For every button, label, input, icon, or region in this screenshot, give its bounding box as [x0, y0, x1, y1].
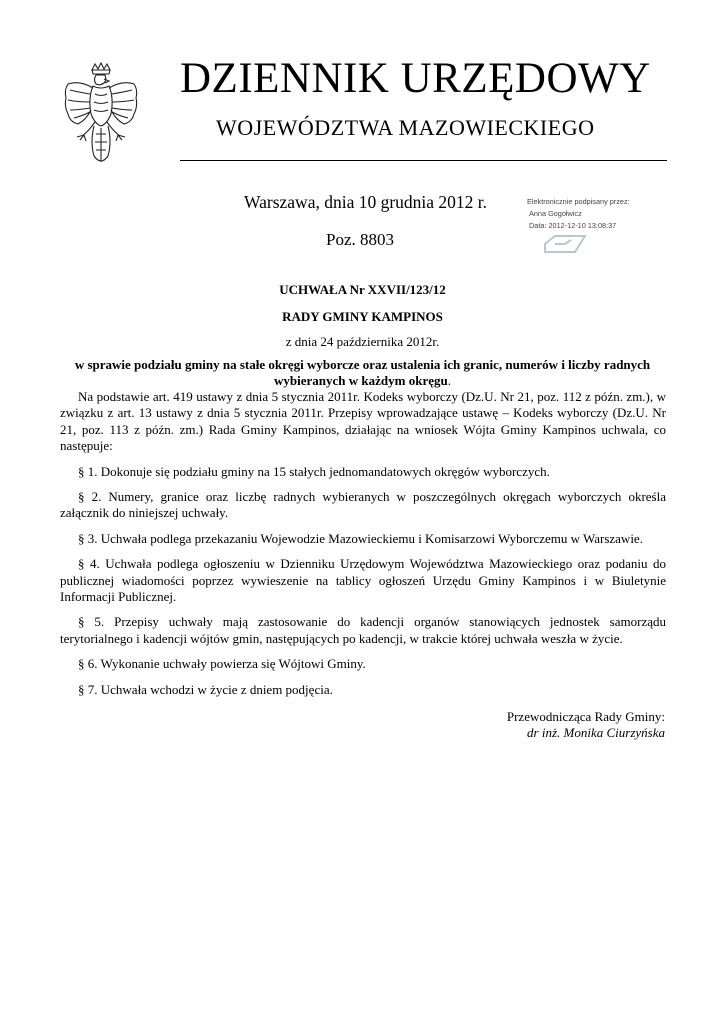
eagle-emblem-icon — [60, 62, 142, 168]
signer-name: dr inż. Monika Ciurzyńska — [527, 725, 665, 740]
paragraph-4: § 4. Uchwała podlega ogłoszeniu w Dzienniku Urzędowym Województwa Mazowieckiego oraz podaniu do publicznej wiadomości poprzez wywieszenie na tablicy ogłoszeń Urzędu Gminy Kampinos i w Biuletynie Informacji Publicznej. — [60, 556, 666, 605]
signer-block — [507, 709, 665, 741]
signature-signer: Anna Gogołwicz — [529, 209, 582, 218]
header-divider — [180, 160, 667, 161]
paragraph-1: § 1. Dokonuje się podziału gminy na 15 stałych jednomandatowych okręgów wyborczych. — [78, 463, 550, 479]
place-date: Warszawa, dnia 10 grudnia 2012 r. — [244, 192, 488, 212]
resolution-body — [60, 389, 666, 707]
paragraph-3: § 3. Uchwała podlega przekazaniu Wojewodzie Mazowieckiemu i Komisarzowi Wyborczemu w Warszawie. — [78, 530, 643, 546]
signature-seal-icon — [541, 232, 589, 256]
journal-title: DZIENNIK URZĘDOWY — [180, 55, 651, 102]
position-number: Poz. 8803 — [326, 230, 394, 249]
paragraph-7: § 7. Uchwała wchodzi w życie z dniem podjęcia. — [78, 681, 333, 697]
electronic-signature-box — [527, 197, 677, 257]
resolution-subject-period: . — [447, 373, 451, 388]
resolution-subject-text: w sprawie podziału gminy na stałe okręgi wyborcze oraz ustalenia ich granic, numerów i liczby radnych wybieranych w każdym okręgu — [74, 357, 651, 388]
paragraph-6: § 6. Wykonanie uchwały powierza się Wójtowi Gminy. — [78, 656, 366, 672]
resolution-number: UCHWAŁA Nr XXVII/123/12 — [279, 282, 446, 297]
paragraph-5: § 5. Przepisy uchwały mają zastosowanie do kadencji organów stanowiących jednostek samorządu terytorialnego i kadencji wójtów gmin, następujących po kadencji, w trakcie której uchwała weszła w życie. — [60, 614, 666, 646]
journal-subtitle: WOJEWÓDZTWA MAZOWIECKIEGO — [216, 115, 595, 140]
resolution-date: z dnia 24 października 2012r. — [285, 334, 440, 349]
resolution-council: RADY GMINY KAMPINOS — [282, 309, 443, 324]
signature-date: Data: 2012-12-10 13:08:37 — [529, 221, 617, 230]
preamble-paragraph: Na podstawie art. 419 ustawy z dnia 5 stycznia 2011r. Kodeks wyborczy (Dz.U. Nr 21, poz. 112 z późn. zm.), w związku z art. 13 ustawy z dnia 5 stycznia 2011r. Przepisy wprowadzające ustawę – Kodeks wyborczy (Dz.U. Nr 21, poz. 113 z późn. zm.) Rada Gminy Kampinos, działając na wniosek Wójta Gminy Kampinos uchwala, co następuje: — [60, 389, 666, 454]
resolution-subject — [58, 357, 667, 389]
signer-role: Przewodnicząca Rady Gminy: — [506, 709, 665, 724]
paragraph-2: § 2. Numery, granice oraz liczbę radnych wybieranych w poszczególnych okręgach wyborczych określa załącznik do niniejszej uchwały. — [60, 489, 666, 521]
signature-line-1: Elektronicznie podpisany przez: — [527, 197, 630, 206]
